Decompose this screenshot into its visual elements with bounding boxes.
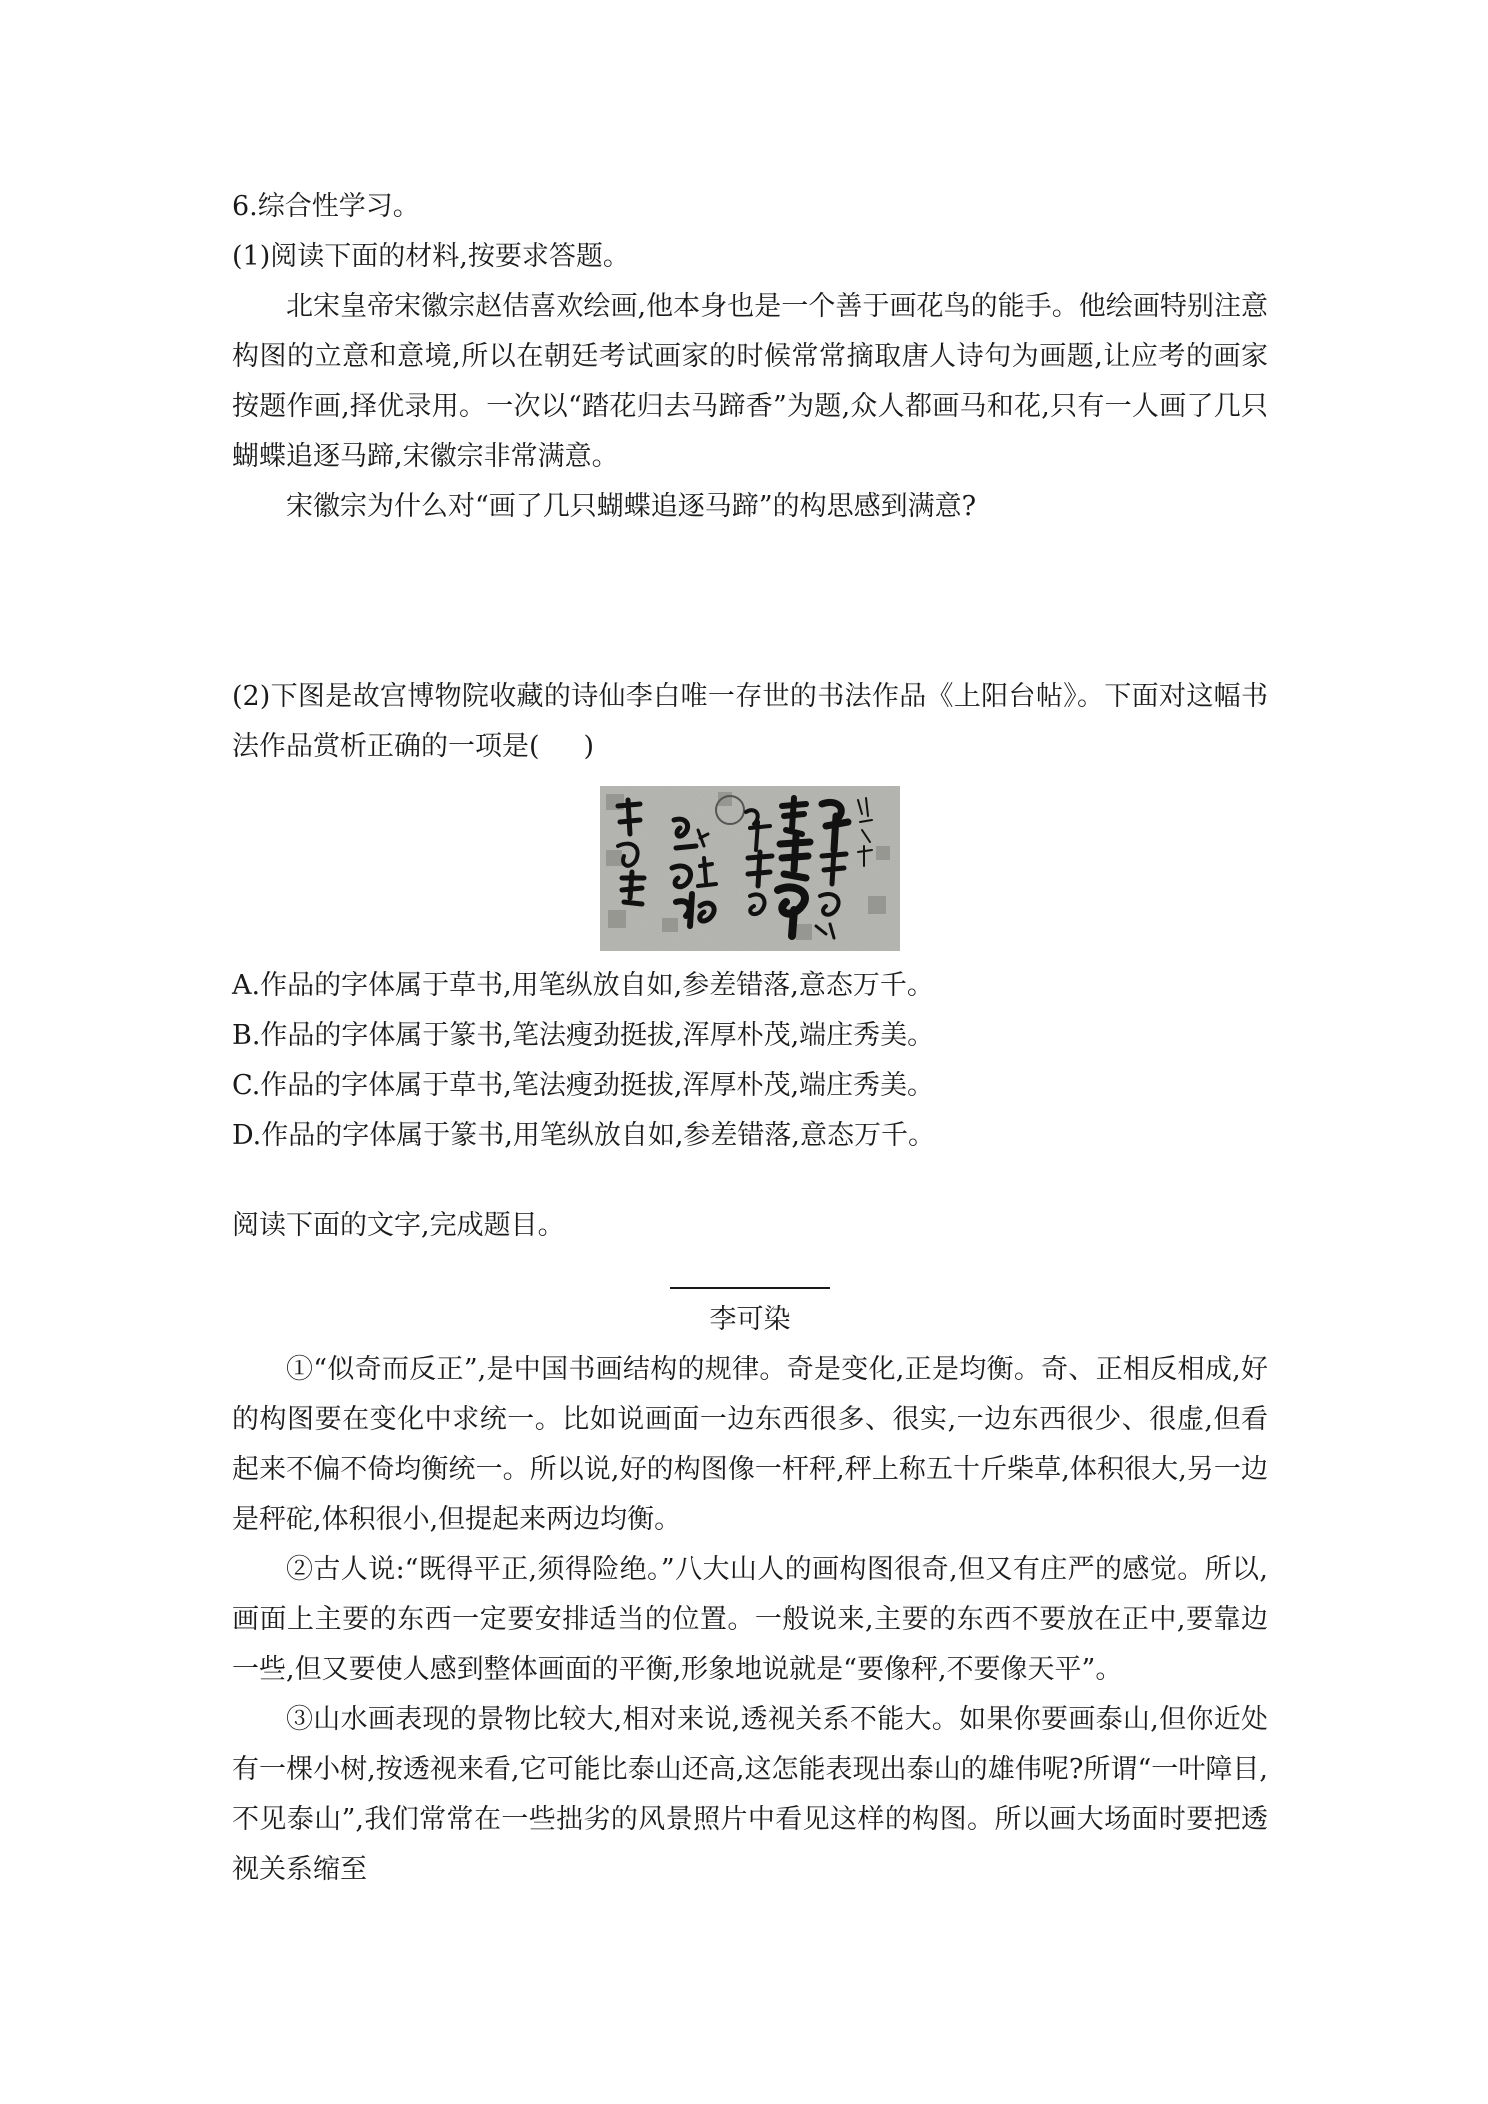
- page-content: [232, 182, 1268, 1895]
- article-author: 李可染: [709, 1304, 791, 1335]
- answer-bracket: [529, 722, 613, 772]
- option-b[interactable]: B.作品的字体属于篆书,笔法瘦劲挺拔,浑厚朴茂,端庄秀美。: [232, 1020, 935, 1051]
- bracket-close: ): [583, 731, 595, 762]
- answer-options: [232, 961, 1268, 1161]
- title-blank-line: [670, 1273, 830, 1289]
- answer-space: [232, 532, 1268, 672]
- reading-instruction: 阅读下面的文字,完成题目。: [232, 1210, 565, 1241]
- option-d[interactable]: D.作品的字体属于篆书,用笔纵放自如,参差错落,意态万千。: [232, 1120, 936, 1151]
- reading-paragraph-3: ③山水画表现的景物比较大,相对来说,透视关系不能大。如果你要画泰山,但你近处有一棵小树,按透视来看,它可能比泰山还高,这怎能表现出泰山的雄伟呢?所谓“一叶障目,不见泰山”,我们常常在一些拙劣的风景照片中看见这样的构图。所以画大场面时要把透视关系缩至: [232, 1704, 1268, 1885]
- question-6-part2-question: [232, 672, 1268, 772]
- question-6-part1-question: 宋徽宗为什么对“画了几只蝴蝶追逐马蹄”的构思感到满意?: [286, 491, 977, 522]
- section-gap: [232, 1161, 1268, 1201]
- question-6-heading: 6.综合性学习。: [232, 191, 420, 222]
- option-a[interactable]: A.作品的字体属于草书,用笔纵放自如,参差错落,意态万千。: [232, 970, 934, 1001]
- calligraphy-artwork: [600, 786, 900, 951]
- calligraphy-image: [600, 786, 900, 951]
- question-6-part1-material: 北宋皇帝宋徽宗赵佶喜欢绘画,他本身也是一个善于画花鸟的能手。他绘画特别注意构图的立意和意境,所以在朝廷考试画家的时候常常摘取唐人诗句为画题,让应考的画家按题作画,择优录用。一次以“踏花归去马蹄香”为题,众人都画马和花,只有一人画了几只蝴蝶追逐马蹄,宋徽宗非常满意。: [232, 291, 1268, 472]
- bracket-open: (: [529, 731, 540, 762]
- question-6-part1-instruction: (1)阅读下面的材料,按要求答题。: [232, 241, 630, 272]
- reading-paragraph-1: ①“似奇而反正”,是中国书画结构的规律。奇是变化,正是均衡。奇、正相反相成,好的构图要在变化中求统一。比如说画面一边东西很多、很实,一边东西很少、很虚,但看起来不偏不倚均衡统一。所以说,好的构图像一杆秤,秤上称五十斤柴草,体积很大,另一边是秤砣,体积很小,但提起来两边均衡。: [232, 1354, 1268, 1535]
- option-c[interactable]: C.作品的字体属于草书,笔法瘦劲挺拔,浑厚朴茂,端庄秀美。: [232, 1070, 935, 1101]
- question-6-part2-text: (2)下图是故宫博物院收藏的诗仙李白唯一存世的书法作品《上阳台帖》。下面对这幅书法作品赏析正确的一项是: [232, 681, 1268, 762]
- reading-paragraph-2: ②古人说:“既得平正,须得险绝。”八大山人的画构图很奇,但又有庄严的感觉。所以,画面上主要的东西一定要安排适当的位置。一般说来,主要的东西不要放在正中,要靠边一些,但又要使人感到整体画面的平衡,形象地说就是“要像秤,不要像天平”。: [232, 1554, 1268, 1685]
